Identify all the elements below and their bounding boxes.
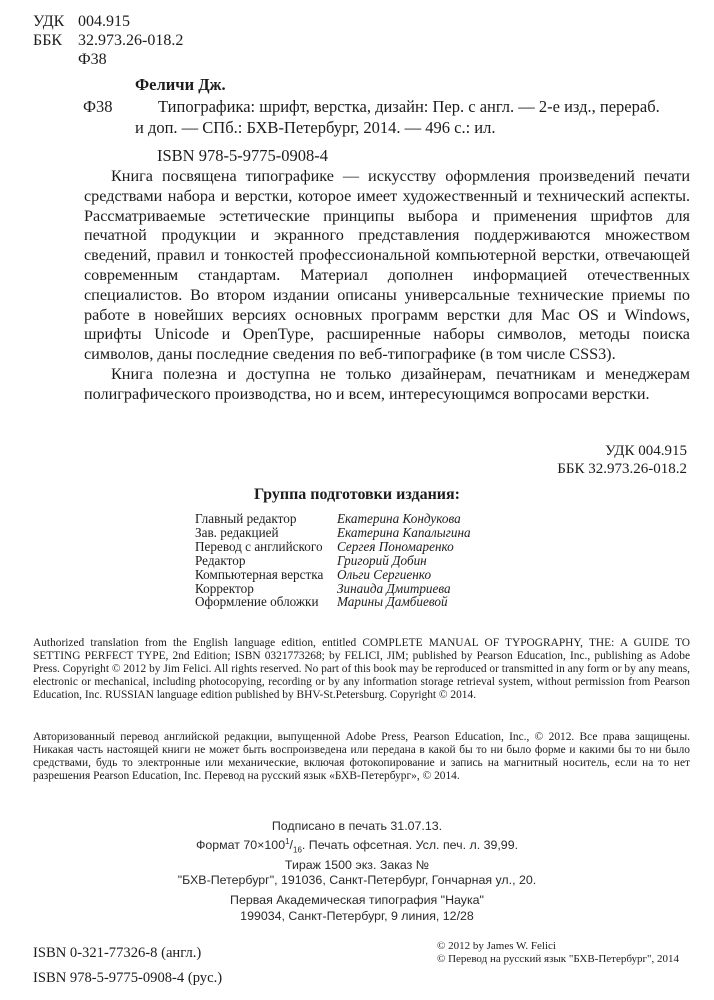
imprint-publisher-line: "БХВ-Петербург", 191036, Санкт-Петербург, Гончарная ул., 20. (177, 873, 537, 888)
credit-role: Оформление обложки (195, 594, 319, 610)
credit-role: Главный редактор (195, 511, 297, 526)
format-numerator: 1 (285, 837, 290, 847)
udk-value: 004.915 (78, 13, 130, 30)
bbk-value: 32.973.26-018.2 (78, 32, 184, 49)
bibliographic-record-block (83, 96, 673, 138)
credit-name: Екатерина Капалыгина (337, 524, 471, 540)
credit-role: Зав. редакцией (195, 524, 279, 540)
imprint-tirazh-line: Тираж 1500 экз. Заказ № (284, 858, 430, 872)
bibliographic-record: Типографика: шрифт, верстка, дизайн: Пер. с англ. — 2-е изд., перераб. и доп. — СПб.: БХВ-Петербург, 2014. — 496 с.: ил. (135, 97, 660, 137)
author-name: Феличи Дж. (135, 75, 226, 94)
credit-name: Григорий Добин (337, 552, 427, 568)
author-sign-entry: Ф38 (83, 97, 113, 116)
credit-name: Ольги Сергиенко (337, 566, 432, 582)
credits-table (195, 512, 471, 609)
imprint-block (0, 819, 714, 924)
credits-title: Группа подготовки издания: (253, 486, 460, 503)
legal-russian-paragraph: Авторизованный перевод английской редакции, выпущенной Adobe Press, Pearson Education, Inc., © 2012. Все права защищены. Никакая часть настоящей книги не может быть воспроизведена или передана в какой бы то ни было форме и какими бы то ни было средствами, будь то электронные или механические, включая фотокопирование и запись на магнитный носитель, если на то нет разрешения Pearson Education, Inc. Перевод на русский язык «БХВ-Петербург», © 2014. (33, 731, 690, 783)
udk-label: УДК (33, 13, 65, 30)
credit-name: Марины Дамбиевой (337, 594, 448, 610)
copyright-translation: © Перевод на русский язык "БХВ-Петербург", 2014 (437, 953, 680, 966)
imprint-printer-line: Первая Академическая типография "Наука" (230, 893, 484, 908)
format-slash: / (289, 838, 293, 853)
bbk-label: ББК (33, 32, 63, 49)
bottom-copyright-block (437, 940, 679, 966)
imprint-signed-line: Подписано в печать 31.07.13. (271, 819, 443, 833)
bbk-right: ББК 32.973.26-018.2 (557, 460, 687, 477)
annotation-block (84, 167, 690, 405)
annotation-paragraph-2: Книга полезна и доступна не только дизайнерам, печатникам и менеджерам полиграфического производства, но и всем, интересующимся вопросами верстки. (84, 364, 690, 403)
credit-role: Перевод с английского (195, 538, 323, 554)
credit-name: Зинаида Дмитриева (337, 580, 451, 596)
top-codes-block (33, 12, 183, 69)
credit-name: Екатерина Кондукова (337, 511, 461, 526)
isbn-top: ISBN 978-5-9775-0908-4 (157, 146, 328, 165)
bibliographic-heading (83, 74, 673, 166)
imprint-printer-address-line: 199034, Санкт-Петербург, 9 линия, 12/28 (240, 908, 474, 923)
isbn-russian: ISBN 978-5-9775-0908-4 (рус.) (33, 969, 223, 986)
udk-right: УДК 004.915 (605, 443, 687, 459)
bottom-isbn-block (33, 941, 222, 990)
format-prefix: Формат 70×100 (195, 838, 286, 853)
legal-english-paragraph: Authorized translation from the English language edition, entitled COMPLETE MANUAL OF TYPOGRAPHY, THE: A GUIDE TO SETTING PERFECT TYPE, 2nd Edition; ISBN 0321773268; by FELICI, JIM; published by Pearson Education, Inc., publishing as Adobe Press. Copyright © 2012 by Jim Felici. All rights reserved. No part of this book may be reproduced or transmitted in any form or by any means, electronic or mechanical, including photocopying, recording or by any information storage retrieval system, without permission from Pearson Education, Inc. RUSSIAN language edition published by BHV-St.Petersburg. Copyright © 2014. (33, 637, 690, 702)
isbn-english: ISBN 0-321-77326-8 (англ.) (33, 945, 202, 961)
credit-role: Редактор (195, 552, 246, 568)
format-denominator: 16 (293, 845, 302, 855)
credit-role: Компьютерная верстка (195, 566, 324, 582)
credit-name: Сергея Пономаренко (337, 538, 454, 554)
author-sign-spacer (33, 50, 78, 69)
credit-role: Корректор (195, 580, 254, 596)
imprint-format-line (0, 834, 714, 858)
author-sign: Ф38 (78, 51, 107, 68)
format-suffix: . Печать офсетная. Усл. печ. л. 39,99. (301, 838, 519, 853)
copyright-original: © 2012 by James W. Felici (437, 940, 556, 952)
codes-right-block (557, 443, 687, 478)
annotation-paragraph-1: Книга посвящена типографике — искусству оформления произведений печати средствами набора и верстки, которое имеет художественный и технический аспекты. Рассматриваемые эстетические принципы выбора и применения шрифтов для печатной продукции и экранного представления поддерживаются множеством сведений, правил и тонкостей профессиональной компьютерной верстки, отвечающей современным стандартам. Материал дополнен информацией отечественных специалистов. Во втором издании описаны универсальные технические приемы по работе в новейших версиях основных программ верстки для Mac OS и Windows, шрифты Unicode и OpenType, расширенные наборы символов, методы поиска символов, даны последние сведения по веб-типографике (в том числе CSS3). (84, 167, 690, 364)
